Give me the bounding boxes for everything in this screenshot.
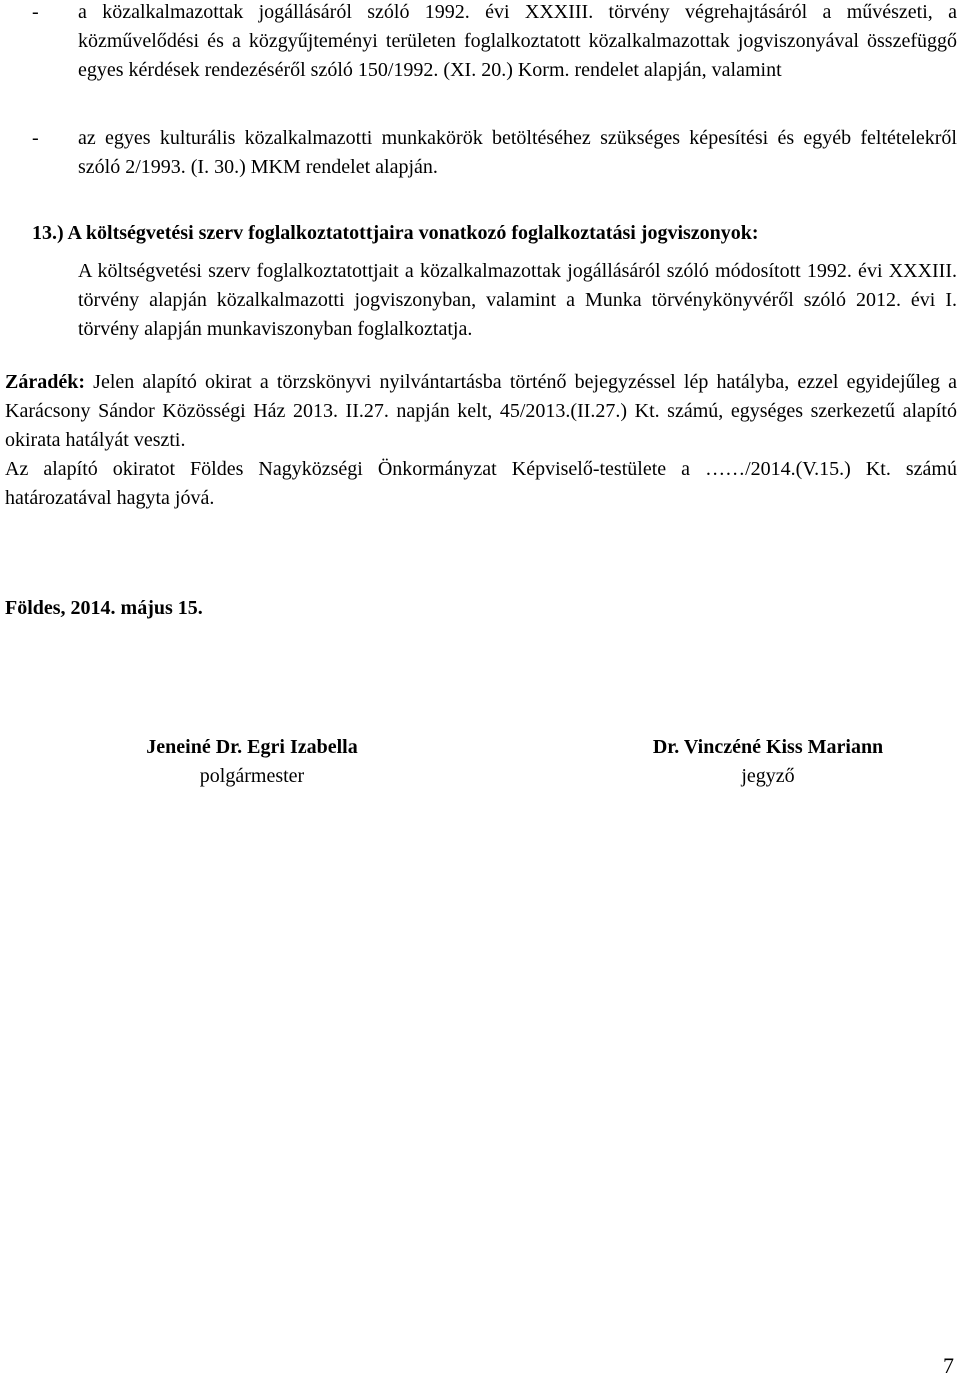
signature-title: jegyző bbox=[741, 765, 795, 787]
list-item bbox=[0, 0, 958, 118]
zaradek-text: Jelen alapító okirat a törzskönyvi nyilvántartásba történő bejegyzéssel lép hatályba, ezzel egyidejűleg a Karácsony Sándor Közösségi Ház 2013. II.27. napján kelt, 45/2013.(II.27.) Kt. számú, egységes szerkezetű alapító okirata hatályát veszti. bbox=[5, 371, 957, 451]
place-date: Földes, 2014. május 15. bbox=[5, 597, 203, 619]
signature-mayor bbox=[90, 733, 414, 791]
list-dash: - bbox=[32, 1, 39, 23]
section-13-body: A költségvetési szerv foglalkoztatottjait a közalkalmazottak jogállásáról szóló módosított 1992. évi XXXIII. törvény alapján közalkalmazotti jogviszonyban, valamint a Munka törvénykönyvéről szóló 2012. évi I. törvény alapján munkaviszonyban foglalkoztatja. bbox=[78, 260, 957, 340]
signature-title: polgármester bbox=[199, 765, 305, 787]
section-13-heading: 13.) A költségvetési szerv foglalkoztatottjaira vonatkozó foglalkoztatási jogviszonyok: bbox=[32, 222, 759, 244]
zaradek-paragraph bbox=[5, 368, 957, 455]
list-item-text: a közalkalmazottak jogállásáról szóló 1992. évi XXXIII. törvény végrehajtásáról a művészeti, a közművelődési és a közgyűjteményi területen foglalkoztatott közalkalmazottak jogviszonyával összefüggő egyes kérdések rendezéséről szóló 150/1992. (XI. 20.) Korm. rendelet alapján, valamint bbox=[78, 1, 957, 81]
approval-paragraph: Az alapító okiratot Földes Nagyközségi Önkormányzat Képviselő-testülete a ……/2014.(V.15.) Kt. számú határozatával hagyta jóvá. bbox=[5, 458, 957, 509]
signature-name: Dr. Vinczéné Kiss Mariann bbox=[652, 736, 884, 758]
list-item bbox=[0, 124, 958, 184]
list-dash: - bbox=[32, 127, 39, 149]
signature-name: Jeneiné Dr. Egri Izabella bbox=[146, 736, 358, 758]
signature-notary bbox=[600, 733, 936, 791]
page-number: 7 bbox=[943, 1353, 954, 1378]
list-item-text: az egyes kulturális közalkalmazotti munkakörök betöltéséhez szükséges képesítési és egyéb feltételekről szóló 2/1993. (I. 30.) MKM rendelet alapján. bbox=[78, 127, 957, 178]
zaradek-label: Záradék: bbox=[5, 371, 85, 393]
